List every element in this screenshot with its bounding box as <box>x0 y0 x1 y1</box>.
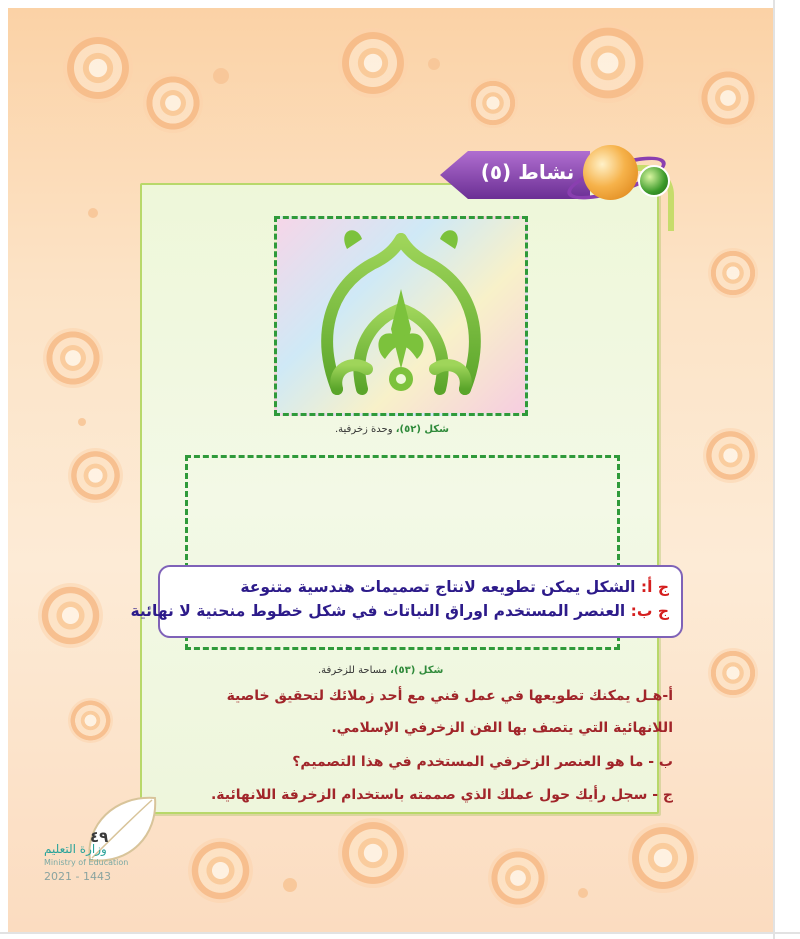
decorative-flower <box>703 428 758 483</box>
decorative-dot <box>578 888 588 898</box>
decorative-flower <box>338 818 408 888</box>
decorative-flower <box>63 33 133 103</box>
decorative-flower <box>698 68 758 128</box>
decorative-flower <box>628 823 698 893</box>
answer-prefix: ج ب: <box>630 602 669 620</box>
edition-year: 2021 - 1443 <box>44 870 111 883</box>
answer-box <box>130 565 683 638</box>
decorative-flower <box>68 698 113 743</box>
question-a-line-2: اللانهائية التي يتصف بها الفن الزخرفي الإسلامي. <box>331 720 673 736</box>
answer-prefix: ج أ: <box>640 578 669 596</box>
question-c: ج - سجل رأيك حول عملك الذي صممته باستخدام الزخرفة اللانهائية. <box>210 787 673 803</box>
figure-52-frame <box>274 216 528 416</box>
decorative-dot <box>428 58 440 70</box>
decorative-flower <box>68 448 123 503</box>
answer-text: العنصر المستخدم اوراق النباتات في شكل خطوط منحنية لا نهائية <box>130 602 626 620</box>
decorative-flower <box>338 28 408 98</box>
answer-text: الشكل يمكن تطويعه لانتاج تصميمات هندسية متنوعة <box>240 578 636 596</box>
decorative-flower <box>43 328 103 388</box>
question-b: ب - ما هو العنصر الزخرفي المستخدم في هذا التصميم؟ <box>292 754 673 770</box>
answer-line <box>160 575 669 599</box>
figure-53-caption <box>318 665 443 676</box>
decorative-flower <box>188 838 253 903</box>
page-edge <box>773 0 775 939</box>
planet-icon <box>583 145 638 200</box>
decorative-dot <box>88 208 98 218</box>
figure-53-text: مساحة للزخرفة. <box>318 665 387 676</box>
page-edge <box>0 932 800 934</box>
question-a-line-1: أ-هـل يمكنك تطويعها في عمل فني مع أحد زملائك لتحقيق خاصية <box>226 688 673 704</box>
ministry-logo-text: وزارة التعليم <box>44 842 107 856</box>
decorative-flower <box>708 648 758 698</box>
figure-52-caption <box>335 424 449 435</box>
activity-label: نشاط (٥) <box>480 160 575 184</box>
decorative-flower <box>568 23 648 103</box>
figure-52-number: شكل (٥٢)، <box>395 424 449 435</box>
decorative-flower <box>468 78 518 128</box>
decorative-dot <box>283 878 297 892</box>
decorative-flower <box>38 583 103 648</box>
green-ball-icon <box>638 165 670 197</box>
decorative-flower <box>143 73 203 133</box>
answer-line <box>130 599 669 623</box>
ministry-logo-subtext: Ministry of Education <box>44 858 129 867</box>
figure-52-text: وحدة زخرفية. <box>335 424 393 435</box>
activity-header <box>440 145 670 207</box>
page-number: ٤٩ <box>90 828 109 846</box>
ornament-image <box>277 219 525 413</box>
decorative-flower <box>488 848 548 908</box>
decorative-dot <box>213 68 229 84</box>
decorative-dot <box>78 418 86 426</box>
decorative-flower <box>708 248 758 298</box>
figure-53-number: شكل (٥٣)، <box>390 665 444 676</box>
